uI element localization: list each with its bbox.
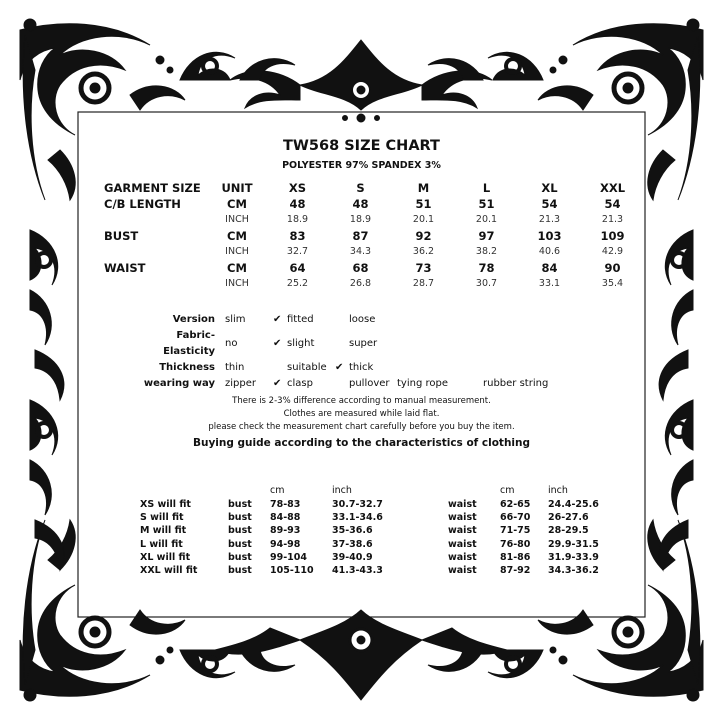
fit-inch: 34.3-36.2: [548, 565, 599, 577]
header-cm: cm: [270, 485, 285, 497]
check-icon: [335, 376, 349, 392]
table-row: [104, 196, 644, 212]
property-label: Version: [172, 314, 215, 325]
material-composition: POLYESTER 97% SPANDEX 3%: [282, 160, 441, 171]
header-inch: inch: [332, 485, 352, 497]
check-icon: [335, 328, 349, 360]
value-cell: 87: [352, 229, 369, 243]
property-label: Thickness: [159, 362, 215, 373]
value-cell: 68: [352, 261, 369, 275]
fit-cm: 99-104: [270, 551, 307, 563]
value-cell: 51: [415, 197, 432, 211]
table-row: [448, 538, 618, 551]
value-cell: 48: [352, 197, 369, 211]
fit-size: XS will fit: [140, 499, 191, 510]
size-table: [104, 180, 644, 292]
fit-cm: 87-92: [500, 565, 531, 577]
value-cell: 20.1: [412, 214, 435, 225]
header-size-l: L: [482, 181, 491, 195]
table-row: [140, 564, 402, 577]
check-icon: ✔: [335, 362, 344, 373]
check-icon: [335, 312, 349, 328]
unit-cell: INCH: [225, 278, 249, 289]
table-row: [140, 524, 402, 537]
header-size-m: M: [417, 181, 430, 195]
fit-cm: 105-110: [270, 565, 314, 577]
fit-size: XL will fit: [140, 551, 191, 563]
waist-fit-table: [448, 484, 618, 577]
check-icon: ✔: [273, 338, 282, 349]
header-unit: UNIT: [221, 181, 253, 195]
value-cell: 73: [415, 261, 432, 275]
value-cell: 109: [600, 229, 625, 243]
value-cell: 90: [604, 261, 621, 275]
header-size-xxl: XXL: [599, 181, 626, 195]
check-icon: [273, 360, 287, 376]
waist-fit-header: [448, 484, 618, 498]
property-option: slight: [287, 338, 315, 349]
fit-part: bust: [228, 538, 252, 550]
fit-cm: 66-70: [500, 512, 531, 524]
fit-inch: 24.4-25.6: [548, 499, 599, 510]
value-cell: 48: [289, 197, 306, 211]
buying-guide-title: Buying guide according to the characteristics of clothing: [192, 437, 531, 449]
fit-part: waist: [448, 499, 477, 510]
garment-properties: [140, 312, 563, 392]
note-measurement-difference: There is 2-3% difference according to manual measurement.: [232, 396, 491, 406]
fit-size: XXL will fit: [140, 565, 198, 577]
unit-cell: CM: [227, 197, 247, 211]
property-option: loose: [349, 314, 376, 325]
header-size-xs: XS: [288, 181, 307, 195]
fit-inch: 31.9-33.9: [548, 551, 599, 563]
bust-fit-header: [140, 484, 402, 498]
table-row: [448, 511, 618, 524]
property-option: no: [225, 338, 238, 349]
value-cell: 78: [478, 261, 495, 275]
fit-inch: 28-29.5: [548, 525, 589, 537]
value-cell: 92: [415, 229, 432, 243]
value-cell: 84: [541, 261, 558, 275]
fit-part: waist: [448, 525, 477, 537]
unit-cell: CM: [227, 261, 247, 275]
value-cell: 26.8: [349, 278, 372, 289]
fit-cm: 94-98: [270, 538, 301, 550]
bust-fit-table: [140, 484, 402, 577]
property-row-version: [140, 312, 563, 328]
table-row: [104, 260, 644, 276]
fit-part: bust: [228, 512, 252, 524]
fit-cm: 62-65: [500, 499, 531, 510]
header-size-s: S: [356, 181, 365, 195]
table-row: [104, 228, 644, 244]
unit-cell: INCH: [225, 214, 249, 225]
check-icon: ✔: [273, 378, 282, 389]
value-cell: 38.2: [475, 246, 498, 257]
property-option: fitted: [287, 314, 314, 325]
property-option: zipper: [225, 378, 256, 389]
table-row: [140, 538, 402, 551]
table-row: [140, 551, 402, 564]
measure-label: WAIST: [104, 261, 146, 275]
value-cell: 35.4: [601, 278, 624, 289]
fit-cm: 76-80: [500, 538, 531, 550]
value-cell: 20.1: [475, 214, 498, 225]
table-row: [448, 564, 618, 577]
fit-part: waist: [448, 565, 477, 577]
value-cell: 25.2: [286, 278, 309, 289]
value-cell: 36.2: [412, 246, 435, 257]
header-garment-size: GARMENT SIZE: [104, 181, 201, 195]
fit-part: bust: [228, 525, 252, 537]
table-row: [104, 212, 644, 228]
fit-size: L will fit: [140, 538, 183, 550]
fit-inch: 41.3-43.3: [332, 565, 383, 577]
table-row: [448, 551, 618, 564]
property-label: Fabric-Elasticity: [163, 330, 215, 357]
value-cell: 64: [289, 261, 306, 275]
value-cell: 18.9: [349, 214, 372, 225]
measure-label: C/B LENGTH: [104, 197, 181, 211]
value-cell: 33.1: [538, 278, 561, 289]
fit-size: M will fit: [140, 525, 187, 537]
fit-inch: 33.1-34.6: [332, 512, 383, 524]
property-option: thick: [349, 362, 374, 373]
chart-title: TW568 SIZE CHART: [283, 138, 440, 154]
value-cell: 21.3: [538, 214, 561, 225]
header-inch: inch: [548, 485, 568, 497]
header-size-xl: XL: [541, 181, 558, 195]
table-row: [448, 498, 618, 511]
table-row: [104, 276, 644, 292]
value-cell: 28.7: [412, 278, 435, 289]
property-row-thickness: [140, 360, 563, 376]
fit-part: bust: [228, 565, 252, 577]
fit-inch: 37-38.6: [332, 538, 373, 550]
table-row: [140, 498, 402, 511]
unit-cell: INCH: [225, 246, 249, 257]
fit-part: waist: [448, 538, 477, 550]
property-option: tying rope: [397, 378, 448, 389]
property-row-elasticity: [140, 328, 563, 360]
table-row: [140, 511, 402, 524]
property-option: suitable: [287, 362, 327, 373]
value-cell: 54: [604, 197, 621, 211]
fit-inch: 26-27.6: [548, 512, 589, 524]
property-option: thin: [225, 362, 245, 373]
fit-part: waist: [448, 551, 477, 563]
fit-part: bust: [228, 551, 252, 563]
fit-inch: 30.7-32.7: [332, 499, 383, 510]
fit-inch: 35-36.6: [332, 525, 373, 537]
fit-cm: 81-86: [500, 551, 531, 563]
header-cm: cm: [500, 485, 515, 497]
note-check-chart: please check the measurement chart carefully before you buy the item.: [208, 422, 515, 432]
value-cell: 54: [541, 197, 558, 211]
property-option: rubber string: [483, 378, 549, 389]
property-option: clasp: [287, 378, 313, 389]
fit-size: S will fit: [140, 512, 184, 524]
fit-inch: 39-40.9: [332, 551, 373, 563]
value-cell: 30.7: [475, 278, 498, 289]
fit-cm: 84-88: [270, 512, 301, 524]
fit-cm: 71-75: [500, 525, 531, 537]
fit-part: bust: [228, 499, 252, 510]
property-label: wearing way: [143, 378, 215, 389]
property-option: pullover: [349, 378, 390, 389]
check-icon: ✔: [273, 314, 282, 325]
fit-inch: 29.9-31.5: [548, 538, 599, 550]
fit-cm: 89-93: [270, 525, 301, 537]
size-table-header-row: [104, 180, 644, 196]
property-option: super: [349, 338, 378, 349]
value-cell: 18.9: [286, 214, 309, 225]
fit-part: waist: [448, 512, 477, 524]
unit-cell: CM: [227, 229, 247, 243]
value-cell: 97: [478, 229, 495, 243]
property-row-wearing-way: [140, 376, 563, 392]
fit-cm: 78-83: [270, 499, 301, 510]
value-cell: 83: [289, 229, 306, 243]
value-cell: 21.3: [601, 214, 624, 225]
value-cell: 51: [478, 197, 495, 211]
property-option: slim: [225, 314, 246, 325]
value-cell: 40.6: [538, 246, 561, 257]
table-row: [104, 244, 644, 260]
note-laid-flat: Clothes are measured while laid flat.: [283, 409, 440, 419]
table-row: [448, 524, 618, 537]
value-cell: 42.9: [601, 246, 624, 257]
measure-label: BUST: [104, 229, 139, 243]
value-cell: 32.7: [286, 246, 309, 257]
value-cell: 103: [537, 229, 562, 243]
value-cell: 34.3: [349, 246, 372, 257]
